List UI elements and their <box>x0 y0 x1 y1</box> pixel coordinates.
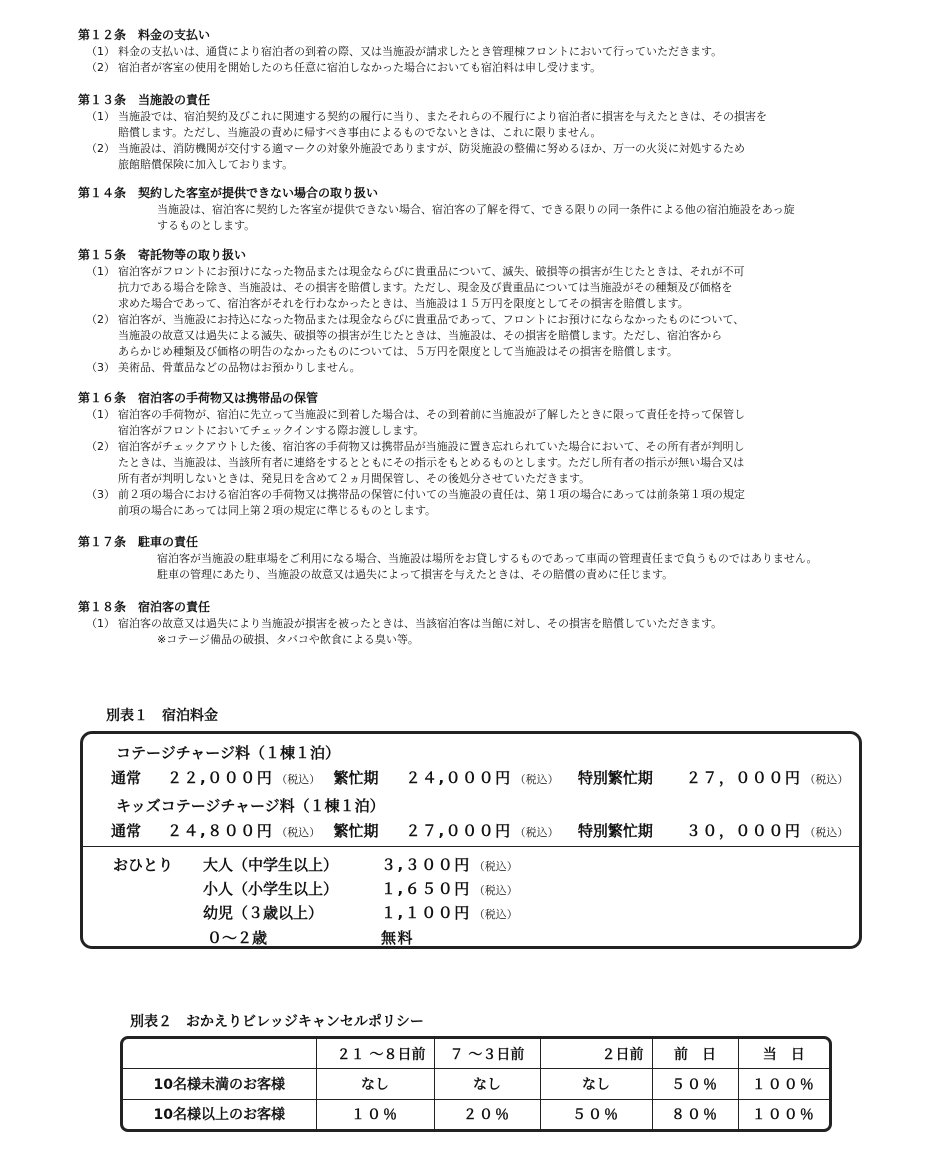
tax-note: （税込） <box>473 908 518 921</box>
table-cell: １００％ <box>738 1069 829 1099</box>
kids-rates-row <box>111 820 848 841</box>
season-label: 繁忙期 <box>333 769 379 787</box>
article-title: 第１４条 契約した客室が提供できない場合の取り扱い <box>78 186 379 200</box>
item-line: 所有者が判明しないときは、発見日を含めて２ヵ月間保管し、その後処分させていただきます。 <box>118 472 591 485</box>
kids-heading: キッズコテージチャージ料（１棟１泊） <box>116 797 385 815</box>
article-item <box>78 360 878 376</box>
item-line: 宿泊者が客室の使用を開始したのち任意に宿泊しなかった場合においても宿泊料は申し受けます。 <box>118 61 602 74</box>
tax-note: （税込） <box>473 860 518 873</box>
article-item <box>78 312 878 360</box>
tax-note: （税込） <box>514 773 559 786</box>
header-cell: ２日前 <box>540 1039 652 1069</box>
article-item <box>78 60 878 76</box>
ohitori-row <box>203 878 518 899</box>
item-number: （1） <box>86 617 115 630</box>
price-value: ２４,８００円 <box>167 822 274 840</box>
tax-note: （税込） <box>473 884 518 897</box>
row-label: 10名様以上のお客様 <box>123 1099 316 1129</box>
age-category: 大人（中学生以上） <box>203 856 339 874</box>
table-cell: ２０％ <box>434 1099 540 1129</box>
ohitori-row <box>203 854 518 875</box>
item-line: たときは、当施設は、当該所有者に連絡をするとともにその指示をもとめるものとします。ただし所有者の指示が無い場合又は <box>118 456 745 469</box>
item-number: （1） <box>86 45 115 58</box>
price-value: １,１００円 <box>381 904 471 922</box>
item-number: （1） <box>86 408 115 421</box>
item-number: （3） <box>86 361 115 374</box>
header-cell: 前 日 <box>652 1039 738 1069</box>
article-title: 第１２条 料金の支払い <box>78 28 211 42</box>
article-line: 宿泊客が当施設の駐車場をご利用になる場合、当施設は場所をお貸しするものであって車両の管理責任まで負うものではありません。 <box>157 552 818 565</box>
item-number: （2） <box>86 440 115 453</box>
table-cell: ５０％ <box>540 1099 652 1129</box>
article-line: するものとします。 <box>157 219 256 232</box>
season-label: 特別繁忙期 <box>577 769 653 787</box>
table-cell: ５０％ <box>652 1069 738 1099</box>
ohitori-row <box>203 902 518 923</box>
price-value: ２４,０００円 <box>405 769 512 787</box>
item-line: 抗力である場合を除き、当施設は、その損害を賠償します。ただし、現金及び貴重品については当施設がその種類及び価格を <box>118 281 733 294</box>
age-category: ０～２歳 <box>207 929 268 947</box>
item-line: 前項の場合にあっては同上第２項の規定に準じるものとします。 <box>118 504 437 517</box>
price-value: １,６５０円 <box>381 880 471 898</box>
ohitori-label: おひとり <box>113 856 174 874</box>
item-line: 旅館賠償保険に加入しております。 <box>118 158 294 171</box>
rates-table <box>80 731 862 949</box>
item-line: 当施設では、宿泊契約及びこれに関連する契約の履行に当り、またそれらの不履行により宿泊者に損害を与えたときは、その損害を <box>118 110 767 123</box>
header-cell: 当 日 <box>738 1039 829 1069</box>
table2-title: 別表２ おかえりビレッジキャンセルポリシー <box>130 1014 424 1030</box>
item-line: 求めた場合であって、宿泊客がそれを行わなかったときは、当施設は１５万円を限度としてその損害を賠償します。 <box>118 297 689 310</box>
table-cell: ８０％ <box>652 1099 738 1129</box>
article-item <box>78 264 878 312</box>
article-line: 駐車の管理にあたり、当施設の故意又は過失によって損害を与えたときは、その賠償の責めに任じます。 <box>157 568 674 581</box>
article-item <box>78 141 878 173</box>
item-line: 宿泊客の手荷物が、宿泊に先立って当施設に到着した場合は、その到着前に当施設が了解したときに限って責任を持って保管し <box>118 408 745 421</box>
item-number: （2） <box>86 142 115 155</box>
price-value: ３,３００円 <box>381 856 471 874</box>
age-category: 幼児（３歳以上） <box>203 904 324 922</box>
item-line: 宿泊客が、当施設にお持込になった物品または現金ならびに貴重品であって、フロントにお預けにならなかったものについて、 <box>118 313 745 326</box>
item-line: 美術品、骨董品などの品物はお預かりしません。 <box>118 361 361 374</box>
item-line: あらかじめ種類及び価格の明告のなかったものについては、５万円を限度として当施設はその損害を賠償します。 <box>118 345 678 358</box>
ohitori-row <box>203 927 414 948</box>
article-item <box>78 109 878 141</box>
article-item <box>78 616 878 632</box>
price-value: ２２,０００円 <box>167 769 274 787</box>
cancel-policy-table <box>120 1036 832 1132</box>
article-13 <box>78 91 878 173</box>
item-line: 前２項の場合における宿泊客の手荷物又は携帯品の保管に付いての当施設の責任は、第１項の場合にあっては前条第１項の規定 <box>118 488 745 501</box>
item-number: （1） <box>86 265 115 278</box>
article-14 <box>78 184 878 234</box>
item-line: 宿泊客がフロントにおいてチェックインする際お渡しします。 <box>118 424 425 437</box>
season-label: 通常 <box>111 822 142 840</box>
article-note: ※コテージ備品の破損、タバコや飲食による臭い等。 <box>157 633 419 646</box>
item-line: 宿泊客がフロントにお預けになった物品または現金ならびに貴重品について、滅失、破損等の損害が生じたときは、それが不可 <box>118 265 745 278</box>
season-label: 通常 <box>111 769 142 787</box>
table-row <box>123 1069 829 1099</box>
item-number: （1） <box>86 110 115 123</box>
header-cell <box>123 1039 316 1069</box>
cottage-rates-row <box>111 767 848 788</box>
item-line: 賠償します。ただし、当施設の責めに帰すべき事由によるものでないときは、これに限りません。 <box>118 126 602 139</box>
item-line: 当施設は、消防機関が交付する適マークの対象外施設でありますが、防災施設の整備に努めるほか、万一の火災に対処するため <box>118 142 745 155</box>
table-row <box>123 1099 829 1129</box>
item-number: （3） <box>86 488 115 501</box>
cottage-heading: コテージチャージ料（１棟１泊） <box>116 744 340 762</box>
article-title: 第１７条 駐車の責任 <box>78 535 199 549</box>
table-cell: なし <box>540 1069 652 1099</box>
season-label: 繁忙期 <box>333 822 379 840</box>
item-line: 当施設の故意又は過失による滅失、破損等の損害が生じたときは、当施設は、その損害を賠償します。ただし、宿泊客から <box>118 329 723 342</box>
tax-note: （税込） <box>514 826 559 839</box>
tax-note: （税込） <box>804 826 849 839</box>
article-18 <box>78 598 878 648</box>
tax-note: （税込） <box>804 773 849 786</box>
article-line: 当施設は、宿泊客に契約した客室が提供できない場合、宿泊客の了解を得て、できる限りの同一条件による他の宿泊施設をあっ旋 <box>157 203 795 216</box>
price-value: ２７，０００円 <box>685 769 802 787</box>
item-number: （2） <box>86 313 115 326</box>
table-cell: なし <box>434 1069 540 1099</box>
article-title: 第１３条 当施設の責任 <box>78 93 211 107</box>
article-item <box>78 439 878 487</box>
article-title: 第１８条 宿泊客の責任 <box>78 600 211 614</box>
article-item <box>78 407 878 439</box>
tax-note: （税込） <box>276 826 321 839</box>
header-cell: ２１ ～８日前 <box>316 1039 434 1069</box>
row-label: 10名様未満のお客様 <box>123 1069 316 1099</box>
article-title: 第１５条 寄託物等の取り扱い <box>78 248 247 262</box>
table-cell: １００％ <box>738 1099 829 1129</box>
article-12 <box>78 26 878 76</box>
article-15 <box>78 246 878 376</box>
price-value: ２７,０００円 <box>405 822 512 840</box>
price-value: ３０，０００円 <box>685 822 802 840</box>
table-cell: １０％ <box>316 1099 434 1129</box>
article-item <box>78 44 878 60</box>
article-16 <box>78 389 878 519</box>
item-line: 料金の支払いは、通貨により宿泊者の到着の際、又は当施設が請求したとき管理棟フロントにおいて行っていただきます。 <box>118 45 723 58</box>
tax-note: （税込） <box>276 773 321 786</box>
price-value: 無料 <box>381 929 415 947</box>
item-line: 宿泊客の故意又は過失により当施設が損害を被ったときは、当該宿泊客は当館に対し、その損害を賠償していただきます。 <box>118 617 723 630</box>
article-17 <box>78 533 878 583</box>
header-cell: ７ ～３日前 <box>434 1039 540 1069</box>
item-line: 宿泊客がチェックアウトした後、宿泊客の手荷物又は携帯品が当施設に置き忘れられていた場合において、その所有者が判明し <box>118 440 745 453</box>
age-category: 小人（小学生以上） <box>203 880 339 898</box>
item-number: （2） <box>86 61 115 74</box>
table-divider <box>83 846 859 847</box>
table-header-row <box>123 1039 829 1069</box>
article-title: 第１６条 宿泊客の手荷物又は携帯品の保管 <box>78 391 319 405</box>
article-item <box>78 487 878 519</box>
season-label: 特別繁忙期 <box>577 822 653 840</box>
table1-title: 別表１ 宿泊料金 <box>106 708 218 724</box>
table-cell: なし <box>316 1069 434 1099</box>
